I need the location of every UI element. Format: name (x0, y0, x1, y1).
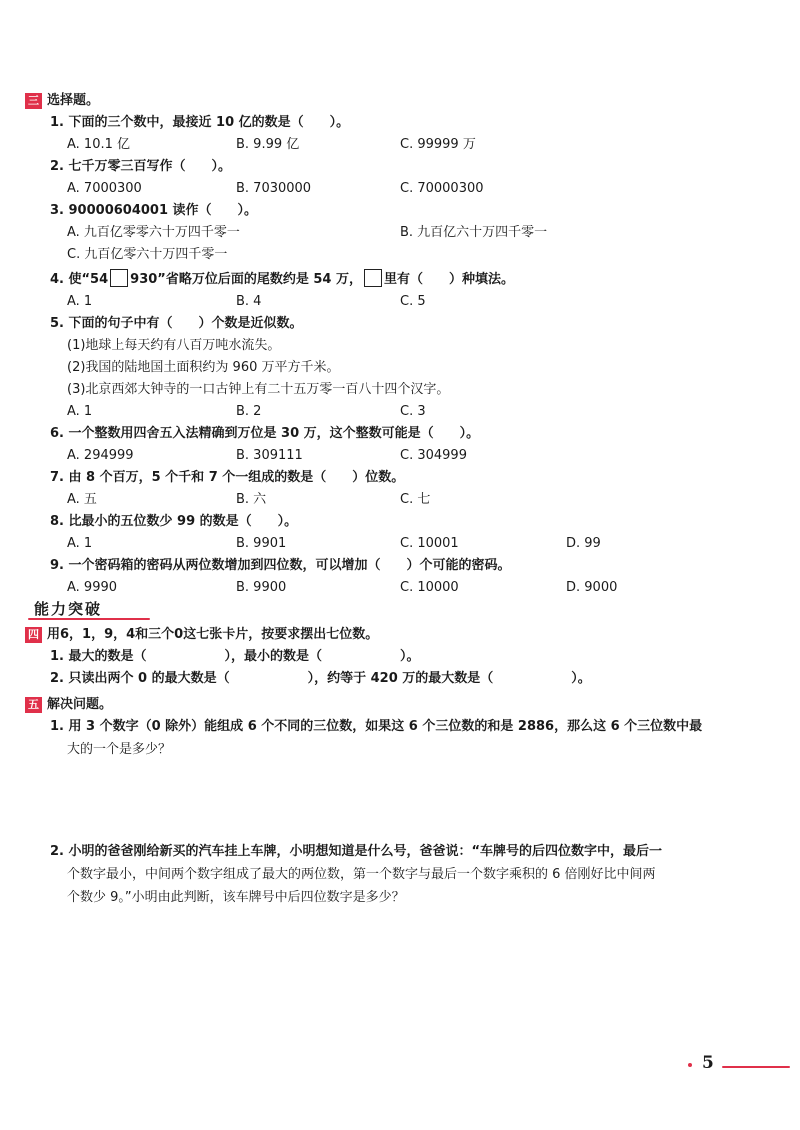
q7-option-c: C. 七 (400, 492, 431, 507)
q4-option-c: C. 5 (400, 294, 426, 309)
q3-option-a: A. 九百亿零零六十万四千零一 (67, 225, 240, 240)
q4-stem-part-a: 4. 使“54 (50, 272, 109, 287)
ability-heading: 能力突破 (34, 600, 103, 618)
q8-option-c: C. 10001 (400, 536, 459, 551)
q7-stem: 7. 由 8 个百万，5 个千和 7 个一组成的数是（ ）位数。 (50, 470, 405, 485)
s5-q2-line3: 个数少 9。”小明由此判断，该车牌号中后四位数字是多少？ (67, 890, 405, 905)
q3-stem: 3. 90000604001 读作（ ）。 (50, 203, 258, 218)
section-badge-4: 四 (25, 627, 42, 643)
q1-stem: 1. 下面的三个数中，最接近 10 亿的数是（ ）。 (50, 115, 350, 130)
section-title-3: 选择题。 (47, 93, 100, 108)
s5-q1-line2: 大的一个是多少？ (67, 742, 172, 757)
s5-q1-line1: 1. 用 3 个数字（0 除外）能组成 6 个不同的三位数，如果这 6 个三位数的和是 2886，那么这 6 个三位数中最 (50, 719, 703, 734)
q6-stem: 6. 一个整数用四舍五入法精确到万位是 30 万，这个整数可能是（ ）。 (50, 426, 480, 441)
q7-option-b: B. 六 (236, 492, 267, 507)
s4-q2: 2. 只读出两个 0 的最大数是（ ），约等于 420 万的最大数是（ ）。 (50, 671, 591, 686)
q4-option-a: A. 1 (67, 294, 93, 309)
q8-option-b: B. 9901 (236, 536, 287, 551)
q5-option-a: A. 1 (67, 404, 93, 419)
q2-option-b: B. 7030000 (236, 181, 312, 196)
blank-box (110, 269, 128, 287)
q7-option-a: A. 五 (67, 492, 97, 507)
q6-option-b: B. 309111 (236, 448, 303, 463)
q3-option-c: C. 九百亿零六十万四千零一 (67, 247, 228, 262)
q8-stem: 8. 比最小的五位数少 99 的数是（ ）。 (50, 514, 298, 529)
q9-option-c: C. 10000 (400, 580, 459, 595)
section-title-4: 用6，1，9，4和三个0这七张卡片，按要求摆出七位数。 (47, 627, 379, 642)
q5-stem: 5. 下面的句子中有（ ）个数是近似数。 (50, 316, 303, 331)
s5-q2-line2: 个数字最小，中间两个数字组成了最大的两位数，第一个数字与最后一个数字乘积的 6 倍刚好比中间两 (67, 867, 656, 882)
blank-box (364, 269, 382, 287)
q1-option-b: B. 9.99 亿 (236, 137, 300, 152)
q8-option-d: D. 99 (566, 536, 601, 551)
q6-option-a: A. 294999 (67, 448, 134, 463)
q4-stem-part-b: 930”省略万位后面的尾数约是 54 万， (130, 272, 362, 287)
q8-option-a: A. 1 (67, 536, 93, 551)
q5-sentence-2: (2)我国的陆地国土面积约为 960 万平方千米。 (67, 360, 340, 375)
q4-stem-part-c: 里有（ ）种填法。 (383, 272, 514, 287)
q4-stem (50, 269, 514, 289)
s4-q1: 1. 最大的数是（ ），最小的数是（ ）。 (50, 649, 420, 664)
q9-stem: 9. 一个密码箱的密码从两位数增加到四位数，可以增加（ ）个可能的密码。 (50, 558, 511, 573)
q5-sentence-3: (3)北京西郊大钟寺的一口古钟上有二十五万零一百八十四个汉字。 (67, 382, 450, 397)
section-title-5: 解决问题。 (47, 697, 113, 712)
q4-option-b: B. 4 (236, 294, 262, 309)
q1-option-a: A. 10.1 亿 (67, 137, 131, 152)
q9-option-a: A. 9990 (67, 580, 118, 595)
q5-option-b: B. 2 (236, 404, 262, 419)
page-number: 5 (702, 1053, 714, 1073)
s5-q2-line1: 2. 小明的爸爸刚给新买的汽车挂上车牌，小明想知道是什么号，爸爸说：“车牌号的后四位数字中，最后一 (50, 844, 663, 859)
section-badge-3: 三 (25, 93, 42, 109)
ability-underline (28, 618, 150, 620)
page-underline (722, 1066, 790, 1068)
q9-option-d: D. 9000 (566, 580, 618, 595)
q5-sentence-1: (1)地球上每天约有八百万吨水流失。 (67, 338, 281, 353)
q5-option-c: C. 3 (400, 404, 426, 419)
q3-option-b: B. 九百亿六十万四千零一 (400, 225, 548, 240)
q2-option-c: C. 70000300 (400, 181, 484, 196)
page-dot (688, 1063, 692, 1067)
q6-option-c: C. 304999 (400, 448, 467, 463)
q9-option-b: B. 9900 (236, 580, 287, 595)
section-badge-5: 五 (25, 697, 42, 713)
q2-option-a: A. 7000300 (67, 181, 142, 196)
q2-stem: 2. 七千万零三百写作（ ）。 (50, 159, 232, 174)
q1-option-c: C. 99999 万 (400, 137, 476, 152)
